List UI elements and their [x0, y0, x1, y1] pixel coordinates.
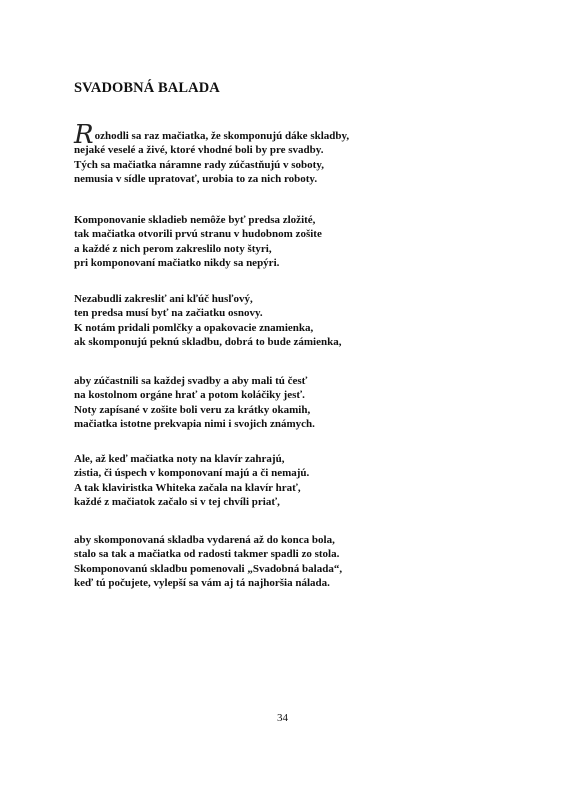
poem-line [74, 120, 404, 150]
poem-line: mačiatka istotne prekvapia nimi i svojich známych. [74, 418, 315, 431]
stanza-2 [74, 213, 404, 271]
poem-line: Ale, až keď mačiatka noty na klavír zahrajú, [74, 453, 285, 465]
poem-line: stalo sa tak a mačiatka od radosti takmer spadli zo stola. [74, 548, 340, 561]
drop-cap: R [74, 120, 94, 150]
poem-line: Nezabudli zakresliť ani kľúč husľový, [74, 293, 253, 305]
poem-line: ak skomponujú peknú skladbu, dobrá to bude zámienka, [74, 336, 342, 349]
poem-line-text: ozhodli sa raz mačiatka, že skomponujú dáke skladby, [94, 130, 350, 142]
poem-line: zistia, či úspech v komponovaní majú a či nemajú. [74, 467, 310, 480]
stanza-6 [74, 533, 404, 591]
poem-line: pri komponovaní mačiatko nikdy sa nepýri. [74, 257, 280, 270]
poem-line: keď tú počujete, vylepší sa vám aj tá najhoršia nálada. [74, 577, 330, 590]
poem-line: každé z mačiatok začalo si v tej chvíli priať, [74, 496, 280, 509]
poem-line: A tak klaviristka Whiteka začala na klavír hrať, [74, 481, 301, 494]
poem-line: a každé z nich perom zakreslilo noty štyri, [74, 242, 272, 255]
poem-line: tak mačiatka otvorili prvú stranu v hudobnom zošite [74, 228, 322, 241]
poem-line: na kostolnom orgáne hrať a potom koláčiky jesť. [74, 389, 305, 402]
page-title: SVADOBNÁ BALADA [74, 80, 220, 96]
poem-line: Komponovanie skladieb nemôže byť predsa zložité, [74, 214, 316, 226]
poem-line: Tých sa mačiatka náramne rady zúčastňujú v soboty, [74, 158, 324, 171]
stanza-4 [74, 374, 404, 432]
poem-line: aby zúčastnili sa každej svadby a aby mali tú česť [74, 375, 308, 387]
poem-line: ten predsa musí byť na začiatku osnovy. [74, 307, 263, 320]
stanza-3 [74, 292, 404, 350]
stanza-1 [74, 120, 404, 187]
page-number: 34 [277, 712, 288, 724]
poem-line: K notám pridali pomlčky a opakovacie znamienka, [74, 321, 314, 334]
poem-line: nejaké veselé a živé, ktoré vhodné boli by pre svadby. [74, 144, 324, 157]
stanza-5 [74, 452, 404, 510]
poem-line: Noty zapísané v zošite boli veru za krátky okamih, [74, 403, 311, 416]
poem-line: nemusia v sídle upratovať, urobia to za nich roboty. [74, 173, 318, 186]
poem-line: Skomponovanú skladbu pomenovali „Svadobná balada“, [74, 562, 343, 575]
poem-line: aby skomponovaná skladba vydarená až do konca bola, [74, 534, 335, 546]
